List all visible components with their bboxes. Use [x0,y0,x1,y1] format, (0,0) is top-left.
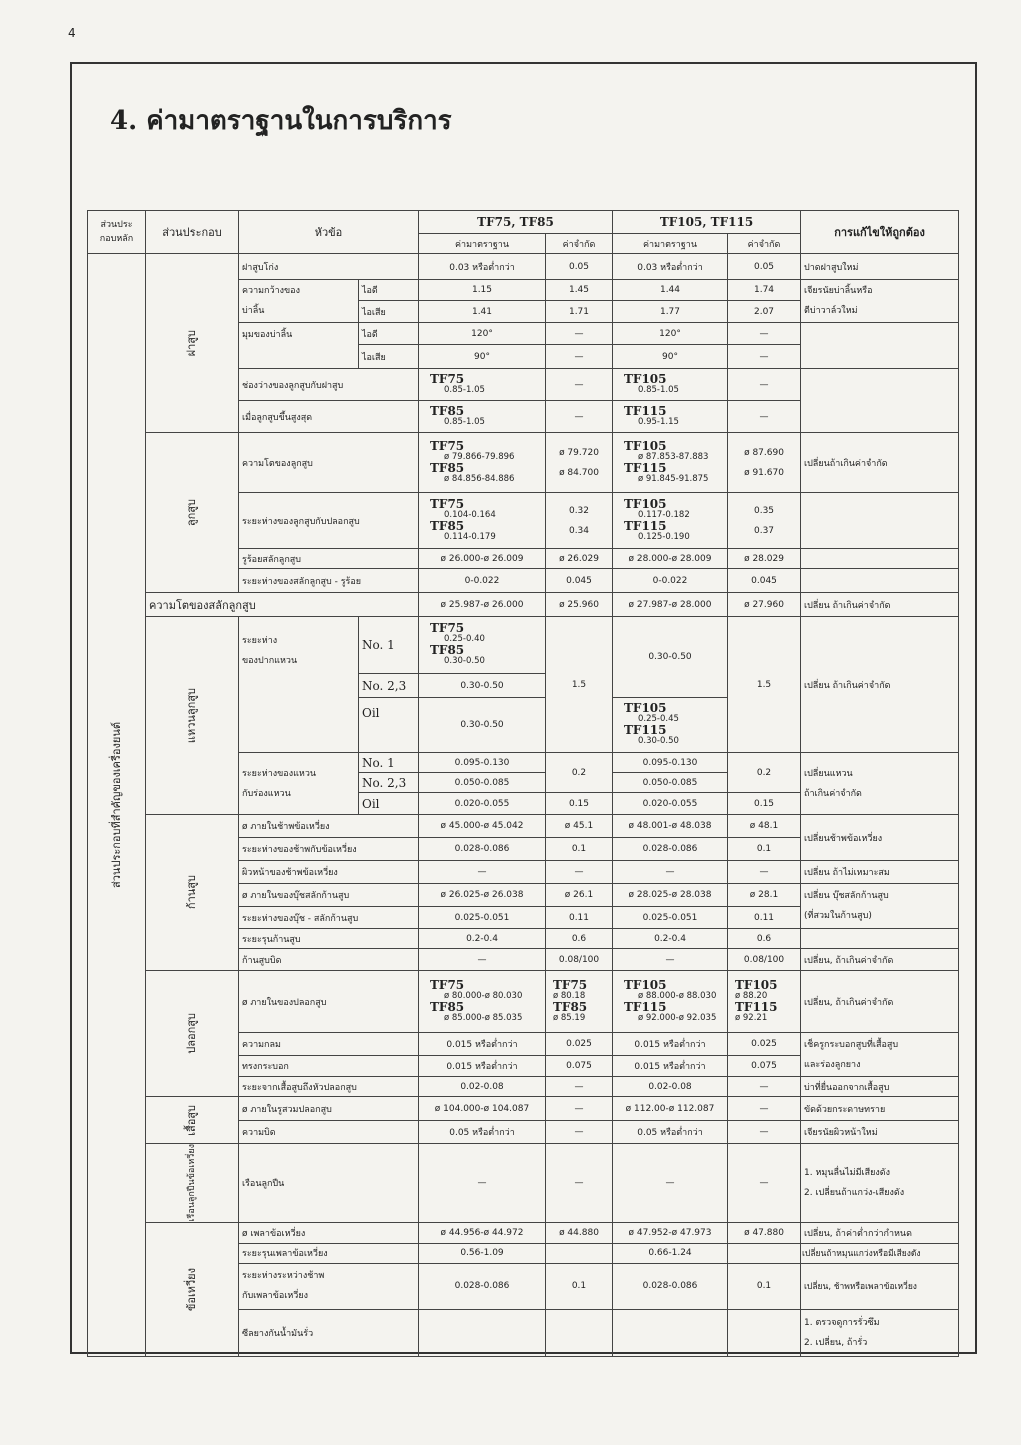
topic: ระยะจากเสื้อสูบถึงหัวปลอกสูบ [239,1077,419,1097]
header-tf105-tf115: TF105, TF115 [613,211,801,234]
header-part: ส่วนประกอบ [146,211,239,254]
tf105-limit: — [728,401,801,433]
tf75-limit: 0.08/100 [546,949,613,971]
tf75-std: 90° [419,345,546,369]
topic: ความกว้างของ บ่าลิ้น [239,280,359,323]
fix-empty [801,493,959,549]
tf75-std: ø 44.956-ø 44.972 [419,1222,546,1243]
tf105-std: 0.028-0.086 [613,838,728,861]
topic: รูร้อยสลักลูกสูบ [239,549,419,569]
sub-topic: ไอเสีย [359,301,419,323]
tf75-std: — [419,861,546,884]
topic: ระยะรุนเพลาข้อเหวี่ยง [239,1243,419,1263]
tf105-limit: — [728,345,801,369]
tf75-std: — [419,1144,546,1223]
tf105-limit: 0.08/100 [728,949,801,971]
tf75-limit [546,1243,613,1263]
page-number: 4 [68,26,76,40]
tf75-limit: ø 79.720 ø 84.700 [546,433,613,493]
fix: บ่าที่ยื่นออกจากเสื้อสูบ [801,1077,959,1097]
tf75-limit: — [546,369,613,401]
tf75-std: 0.30-0.50 [419,674,546,698]
tf105-limit: 0.35 0.37 [728,493,801,549]
part-connecting-rod: ก้านสูบ [146,815,239,971]
tf75-std: 0.03 หรือต่ำกว่า [419,254,546,280]
fix: เปลี่ยนถ้าหมุนแกว่งหรือมีเสียงดัง [801,1243,959,1263]
tf105-std: 120° [613,323,728,345]
tf75-limit: — [546,1077,613,1097]
topic: เมื่อลูกสูบขึ้นสูงสุด [239,401,419,433]
tf105-std: 0.02-0.08 [613,1077,728,1097]
tf105-limit: 0.1 [728,1263,801,1309]
tf105-std: 0.66-1.24 [613,1243,728,1263]
part-piston-pin: ความโตของสลักลูกสูบ [146,593,419,617]
topic: มุมของบ่าลิ้น [239,323,359,369]
tf105-limit: 2.07 [728,301,801,323]
tf105-std: 1.77 [613,301,728,323]
header-tf75-tf85: TF75, TF85 [419,211,613,234]
tf75-limit: 1.45 [546,280,613,301]
tf105-limit: 0.2 [728,753,801,793]
topic: ระยะห่างของช้าพกับข้อเหวี่ยง [239,838,419,861]
tf105-std: 0.020-0.055 [613,793,728,815]
tf105-std: ø 27.987-ø 28.000 [613,593,728,617]
tf105-std: TF105 0.25-0.45 TF115 0.30-0.50 [613,698,728,753]
tf105-std: TF105 ø 88.000-ø 88.030 TF115 ø 92.000-ø 92.035 [613,971,728,1033]
tf105-limit: — [728,1144,801,1223]
topic: ช่องว่างของลูกสูบกับฝาสูบ [239,369,419,401]
tf75-limit: 0.1 [546,838,613,861]
tf105-limit: — [728,369,801,401]
fix: เปลี่ยน, ถ้าค่าต่ำกว่ากำหนด [801,1222,959,1243]
tf75-std: TF85 0.85-1.05 [419,401,546,433]
tf105-std: 90° [613,345,728,369]
topic: ผิวหน้าของช้าพข้อเหวี่ยง [239,861,419,884]
main-component-label: ส่วนประกอบที่สำคัญของเครื่องยนต์ [88,254,146,1357]
tf105-std: ø 112.00-ø 112.087 [613,1097,728,1121]
tf75-std: ø 104.000-ø 104.087 [419,1097,546,1121]
tf75-limit: 0.05 [546,254,613,280]
tf105-limit: 0.05 [728,254,801,280]
tf105-limit: — [728,1077,801,1097]
topic: ความโตของลูกสูบ [239,433,419,493]
header-limit: ค่าจำกัด [728,234,801,254]
tf75-std: TF75 0.104-0.164 TF85 0.114-0.179 [419,493,546,549]
tf105-limit: — [728,1097,801,1121]
sub-topic: No. 1 [359,753,419,773]
tf75-limit: 0.6 [546,929,613,949]
tf105-std: 0.028-0.086 [613,1263,728,1309]
tf75-limit: 0.045 [546,569,613,593]
tf75-std: 0.028-0.086 [419,1263,546,1309]
tf75-limit: 1.5 [546,617,613,753]
part-piston: ลูกสูบ [146,433,239,593]
sub-topic: No. 2,3 [359,674,419,698]
tf75-limit: ø 45.1 [546,815,613,838]
tf75-limit: 0.2 [546,753,613,793]
fix: 1. ตรวจดูการรั่วซึม 2. เปลี่ยน, ถ้ารั่ว [801,1309,959,1356]
page-title: 4. ค่ามาตราฐานในการบริการ [110,106,452,136]
tf75-std: 0.02-0.08 [419,1077,546,1097]
part-piston-ring: แหวนลูกสูบ [146,617,239,815]
fix-empty [801,323,959,369]
tf75-limit: ø 25.960 [546,593,613,617]
tf105-limit: ø 28.029 [728,549,801,569]
topic: ø ภายในของปลอกสูบ [239,971,419,1033]
tf75-limit: 0.1 [546,1263,613,1309]
header-fix: การแก้ไขให้ถูกต้อง [801,211,959,254]
tf105-limit: ø 27.960 [728,593,801,617]
topic: ก้านสูบบิด [239,949,419,971]
sub-topic: ไอเสีย [359,345,419,369]
tf75-limit: 0.11 [546,907,613,929]
tf75-std: 0.05 หรือต่ำกว่า [419,1121,546,1144]
tf105-std: 0.050-0.085 [613,773,728,793]
tf105-limit: — [728,861,801,884]
tf75-limit: TF75 ø 80.18 TF85 ø 85.19 [546,971,613,1033]
fix-empty [801,569,959,593]
tf105-limit: 1.74 [728,280,801,301]
tf75-std: 0-0.022 [419,569,546,593]
sub-topic: No. 2,3 [359,773,419,793]
topic: ระยะห่างระหว่างช้าพ กับเพลาข้อเหวี่ยง [239,1263,419,1309]
header-standard: ค่ามาตราฐาน [613,234,728,254]
sub-topic: Oil [359,698,419,753]
tf105-std: 0.30-0.50 [613,617,728,698]
tf75-std: 0.30-0.50 [419,698,546,753]
topic: ระยะรุนก้านสูบ [239,929,419,949]
tf105-limit: ø 48.1 [728,815,801,838]
tf75-limit: — [546,861,613,884]
tf105-std: ø 47.952-ø 47.973 [613,1222,728,1243]
tf75-std: 0.028-0.086 [419,838,546,861]
tf105-limit: 1.5 [728,617,801,753]
header-main-component: ส่วนประ กอบหลัก [88,211,146,254]
fix-empty [801,369,959,433]
header-topic: หัวข้อ [239,211,419,254]
tf75-std: 0.2-0.4 [419,929,546,949]
tf105-limit: 0.045 [728,569,801,593]
fix: เปลี่ยน บุ๊ชสลักก้านสูบ (ที่สวมในก้านสูบ) [801,884,959,929]
topic: ซีลยางกันน้ำมันรั่ว [239,1309,419,1356]
tf75-limit: ø 26.1 [546,884,613,907]
fix: เปลี่ยนถ้าเกินค่าจำกัด [801,433,959,493]
tf75-limit: ø 26.029 [546,549,613,569]
tf75-std: ø 45.000-ø 45.042 [419,815,546,838]
fix-empty [801,929,959,949]
tf105-std: TF105 0.117-0.182 TF115 0.125-0.190 [613,493,728,549]
tf105-std: ø 48.001-ø 48.038 [613,815,728,838]
tf105-limit [728,1243,801,1263]
fix: เปลี่ยนแหวน ถ้าเกินค่าจำกัด [801,753,959,815]
tf75-limit: 0.025 [546,1033,613,1056]
tf75-std: TF75 0.85-1.05 [419,369,546,401]
tf105-std: 0-0.022 [613,569,728,593]
tf75-std: 120° [419,323,546,345]
topic: ø ภายในช้าพข้อเหวี่ยง [239,815,419,838]
tf75-std [419,1309,546,1356]
topic: ความบิด [239,1121,419,1144]
tf75-std: 1.15 [419,280,546,301]
tf105-std: TF105 0.85-1.05 [613,369,728,401]
tf105-limit: 0.025 [728,1033,801,1056]
part-cylinder-liner: ปลอกสูบ [146,971,239,1097]
tf75-std: 0.015 หรือต่ำกว่า [419,1033,546,1056]
tf75-limit: — [546,401,613,433]
sub-topic: ไอดี [359,323,419,345]
tf75-limit [546,1309,613,1356]
tf105-std: — [613,949,728,971]
tf105-limit: ø 47.880 [728,1222,801,1243]
tf105-std: 0.015 หรือต่ำกว่า [613,1056,728,1077]
fix: เจียรนัยบ่าลิ้นหรือ ตีบ่าวาล์วใหม่ [801,280,959,323]
part-cylinder-head: ฝาสูบ [146,254,239,433]
header-standard: ค่ามาตราฐาน [419,234,546,254]
tf75-limit: 0.15 [546,793,613,815]
sub-topic: Oil [359,793,419,815]
tf75-std: 0.015 หรือต่ำกว่า [419,1056,546,1077]
tf75-limit: — [546,323,613,345]
tf105-std: 0.2-0.4 [613,929,728,949]
tf75-limit: 0.32 0.34 [546,493,613,549]
tf105-limit: ø 87.690 ø 91.670 [728,433,801,493]
topic: ระยะห่างของบุ๊ช - สลักก้านสูบ [239,907,419,929]
topic: เรือนลูกปืน [239,1144,419,1223]
tf105-std: 0.05 หรือต่ำกว่า [613,1121,728,1144]
part-crankshaft: ข้อเหวี่ยง [146,1222,239,1356]
fix: เปลี่ยนช้าพข้อเหวี่ยง [801,815,959,861]
tf105-limit: — [728,1121,801,1144]
tf105-limit: 0.11 [728,907,801,929]
topic: ø เพลาข้อเหวี่ยง [239,1222,419,1243]
tf105-limit [728,1309,801,1356]
tf105-limit: 0.15 [728,793,801,815]
tf75-std: 1.41 [419,301,546,323]
tf75-std: 0.095-0.130 [419,753,546,773]
header-limit: ค่าจำกัด [546,234,613,254]
topic: ระยะห่างของลูกสูบกับปลอกสูบ [239,493,419,549]
tf75-std: TF75 ø 80.000-ø 80.030 TF85 ø 85.000-ø 85.035 [419,971,546,1033]
fix: เช็ครูกระบอกสูบที่เสื้อสูบ และร่องลูกยาง [801,1033,959,1077]
topic: ฝาสูบโก่ง [239,254,419,280]
tf75-limit: 1.71 [546,301,613,323]
tf75-limit: — [546,345,613,369]
sub-topic: No. 1 [359,617,419,674]
part-crank-bearing-housing: เรือนลูกปืนข้อเหวี่ยง [146,1144,239,1223]
tf105-std: TF105 ø 87.853-87.883 TF115 ø 91.845-91.875 [613,433,728,493]
sub-topic: ไอดี [359,280,419,301]
fix: เจียรนัยผิวหน้าใหม่ [801,1121,959,1144]
tf75-limit: 0.075 [546,1056,613,1077]
topic: ระยะห่าง ของปากแหวน [239,617,359,753]
tf105-limit: — [728,323,801,345]
topic: ø ภายในของบุ๊ชสลักก้านสูบ [239,884,419,907]
tf105-std: — [613,861,728,884]
service-standards-table [87,210,959,1357]
fix: เปลี่ยน ถ้าไม่เหมาะสม [801,861,959,884]
tf75-std: 0.050-0.085 [419,773,546,793]
fix: เปลี่ยน ถ้าเกินค่าจำกัด [801,617,959,753]
tf105-std: ø 28.000-ø 28.009 [613,549,728,569]
topic: ความกลม [239,1033,419,1056]
tf75-std: 0.020-0.055 [419,793,546,815]
tf105-std: 1.44 [613,280,728,301]
tf75-std: TF75 ø 79.866-79.896 TF85 ø 84.856-84.886 [419,433,546,493]
fix: เปลี่ยน, ช้าพหรือเพลาข้อเหวี่ยง [801,1263,959,1309]
tf105-limit: 0.1 [728,838,801,861]
topic: ระยะห่างของแหวน กับร่องแหวน [239,753,359,815]
tf105-std: 0.095-0.130 [613,753,728,773]
fix: เปลี่ยน ถ้าเกินค่าจำกัด [801,593,959,617]
tf75-std: 0.025-0.051 [419,907,546,929]
tf105-std: TF115 0.95-1.15 [613,401,728,433]
fix: 1. หมุนลื่นไม่มีเสียงดัง 2. เปลี่ยนถ้าแกว่ง-เสียงดัง [801,1144,959,1223]
tf105-limit: 0.075 [728,1056,801,1077]
part-cylinder-block: เสื้อสูบ [146,1097,239,1144]
tf75-limit: — [546,1097,613,1121]
fix: เปลี่ยน, ถ้าเกินค่าจำกัด [801,949,959,971]
fix: เปลี่ยน, ถ้าเกินค่าจำกัด [801,971,959,1033]
tf105-limit: TF105 ø 88.20 TF115 ø 92.21 [728,971,801,1033]
topic: ทรงกระบอก [239,1056,419,1077]
fix-empty [801,549,959,569]
fix: ปาดฝาสูบใหม่ [801,254,959,280]
tf75-std: TF75 0.25-0.40 TF85 0.30-0.50 [419,617,546,674]
tf75-std: ø 26.000-ø 26.009 [419,549,546,569]
tf105-std [613,1309,728,1356]
tf105-std: — [613,1144,728,1223]
tf75-std: — [419,949,546,971]
tf75-limit: ø 44.880 [546,1222,613,1243]
tf75-limit: — [546,1121,613,1144]
fix: ขัดด้วยกระดาษทราย [801,1097,959,1121]
tf75-std: ø 26.025-ø 26.038 [419,884,546,907]
tf75-limit: — [546,1144,613,1223]
tf105-limit: 0.6 [728,929,801,949]
topic: ø ภายในรูสวมปลอกสูบ [239,1097,419,1121]
tf105-std: ø 28.025-ø 28.038 [613,884,728,907]
tf105-std: 0.015 หรือต่ำกว่า [613,1033,728,1056]
tf75-std: ø 25.987-ø 26.000 [419,593,546,617]
topic: ระยะห่างของสลักลูกสูบ - รูร้อย [239,569,419,593]
tf105-limit: ø 28.1 [728,884,801,907]
tf105-std: 0.025-0.051 [613,907,728,929]
tf75-std: 0.56-1.09 [419,1243,546,1263]
tf105-std: 0.03 หรือต่ำกว่า [613,254,728,280]
